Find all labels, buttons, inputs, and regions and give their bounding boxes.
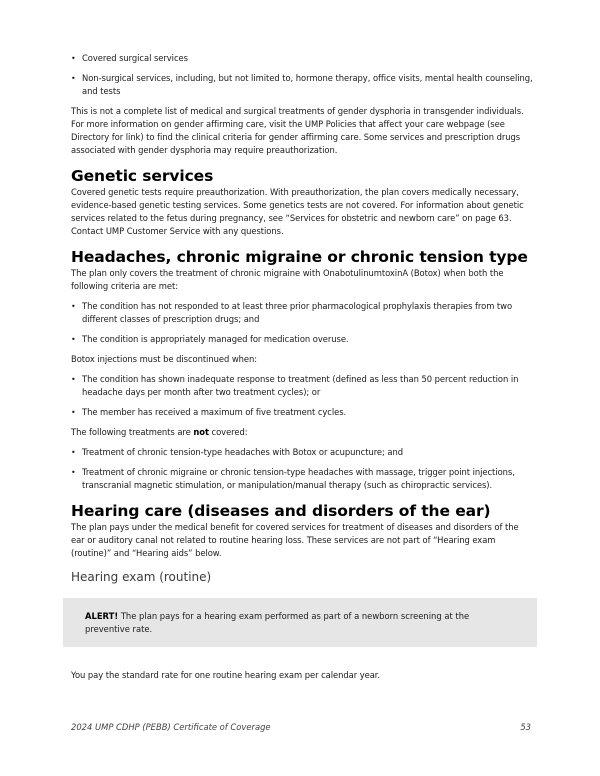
list-item: • Treatment of chronic migraine or chronic tension-type headaches with massage, trigger point injections, transcranial magnetic stimulation, or manipulation/manual therapy (such as chiropractic services). [71, 466, 533, 492]
list-item: • Covered surgical services [71, 52, 533, 65]
list-item: • Treatment of chronic tension-type headaches with Botox or acupuncture; and [71, 446, 533, 459]
document-page [71, 52, 533, 689]
hearing-care-body: The plan pays under the medical benefit for covered services for treatment of diseases and disorders of the ear or auditory canal not related to routine hearing loss. These services are not part of “Hearing exam (routine)” and “Hearing aids” below. [71, 522, 519, 558]
list-item: • The member has received a maximum of five treatment cycles. [71, 406, 533, 419]
not-covered-list [71, 446, 533, 492]
alert-text: The plan pays for a hearing exam performed as part of a newborn screening at the preventive rate. [85, 611, 470, 634]
headaches-heading: Headaches, chronic migraine or chronic tension type [71, 248, 528, 266]
list-item: • Non-surgical services, including, but not limited to, hormone therapy, office visits, mental health counseling, and tests [71, 72, 533, 98]
list-item: • The condition has shown inadequate response to treatment (defined as less than 50 percent reduction in headache days per month after two treatment cycles); or [71, 373, 533, 399]
footer-title: 2024 UMP CDHP (PEBB) Certificate of Coverage [71, 722, 271, 732]
list-item: • The condition is appropriately managed for medication overuse. [71, 333, 533, 346]
hearing-exam-subheading: Hearing exam (routine) [71, 570, 212, 584]
alert-label: ALERT! [85, 611, 119, 621]
list-item: • The condition has not responded to at least three prior pharmacological prophylaxis therapies from two different classes of prescription drugs; and [71, 300, 533, 326]
page-number: 53 [520, 722, 531, 732]
genetic-services-body: Covered genetic tests require preauthorization. With preauthorization, the plan covers medically necessary, evidence-based genetic testing services. Some genetics tests are not covered. For information about genetic services related to the fetus during pregnancy, see “Services for obstetric and newborn care” on page 63. Contact UMP Customer Service with any questions. [71, 187, 524, 236]
routine-exam-text: You pay the standard rate for one routine hearing exam per calendar year. [71, 670, 381, 680]
headaches-criteria-list [71, 300, 533, 346]
genetic-services-heading: Genetic services [71, 167, 214, 185]
alert-box [63, 598, 537, 647]
headaches-intro: The plan only covers the treatment of chronic migraine with OnabotulinumtoxinA (Botox) when both the following criteria are met: [71, 268, 504, 291]
intro-paragraph: This is not a complete list of medical and surgical treatments of gender dysphoria in transgender individuals. For more information on gender affirming care, visit the UMP Policies that affect your care webpage (see Directory for link) to find the clinical criteria for gender affirming care. Some services and prescription drugs associated with gender dysphoria may require preauthorization. [71, 106, 524, 155]
not-emphasis: not [193, 427, 209, 437]
page-footer [71, 722, 531, 732]
not-covered-intro [71, 426, 533, 439]
intro-bullet-list [71, 52, 533, 98]
hearing-care-heading: Hearing care (diseases and disorders of the ear) [71, 502, 491, 520]
discontinue-list [71, 373, 533, 419]
not-covered-suffix: covered: [208, 427, 248, 437]
discontinue-intro: Botox injections must be discontinued when: [71, 354, 258, 364]
not-covered-prefix: The following treatments are [71, 427, 194, 437]
